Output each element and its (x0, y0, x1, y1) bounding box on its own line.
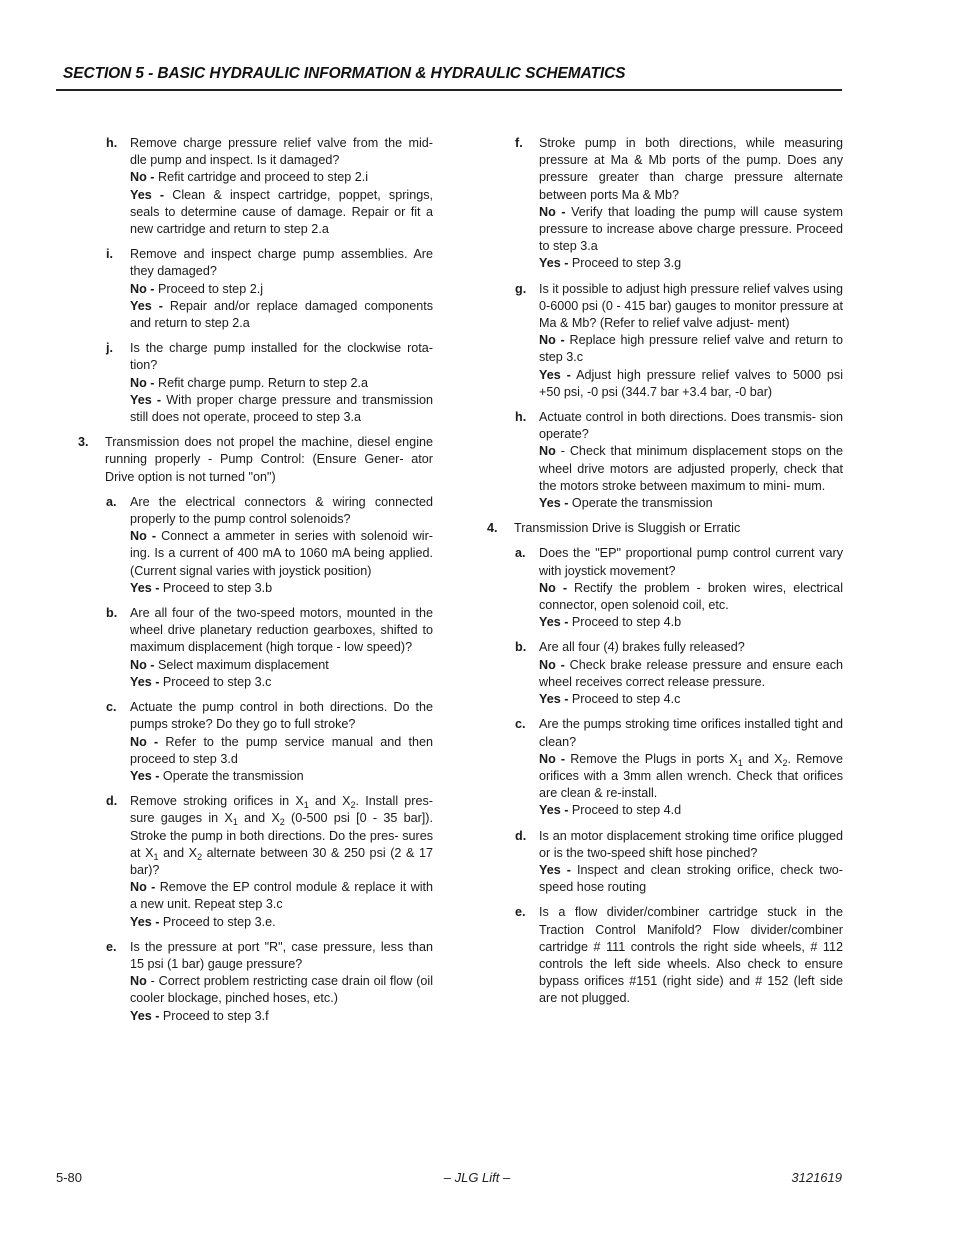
item-question: Remove and inspect charge pump assemblies. Are they damaged? (130, 247, 433, 279)
list-item (515, 281, 843, 401)
item-letter: d. (515, 828, 527, 843)
item-question: Remove charge pressure relief valve from the mid- dle pump and inspect. Is it damaged? (130, 136, 433, 168)
list-item (106, 939, 433, 1025)
item-letter: i. (106, 247, 113, 262)
item-question: Are all four of the two-speed motors, mounted in the wheel drive planetary reduction gearboxes, shifted to maximum displacement (high torque - low speed)? (130, 606, 433, 655)
item-letter: h. (106, 136, 118, 150)
step3-text: Transmission does not propel the machine, diesel engine running properly - Pump Control: (Ensure Gener- ator Drive option is not turned "on") (105, 435, 433, 484)
list-item (515, 135, 843, 273)
item-question: Actuate the pump control in both directions. Do the pumps stroke? Do they go to full stroke? (130, 700, 433, 732)
no-answer: No - Rectify the problem - broken wires, electrical connector, open solenoid coil, etc. (539, 580, 843, 613)
yes-answer: Yes - Operate the transmission (539, 496, 713, 511)
list-item (106, 699, 433, 785)
list-item (106, 793, 433, 931)
step4-list (487, 545, 843, 1007)
item-letter: b. (106, 606, 118, 621)
left-column (78, 135, 433, 1033)
yes-answer: Yes - Inspect and clean stroking orifice, check two- speed hose routing (539, 862, 843, 895)
item-letter: b. (515, 640, 527, 655)
yes-answer: Yes - Clean & inspect cartridge, poppet, springs, seals to determine cause of damage. Repair or fit a new cartridge and return to step 2.a (130, 187, 434, 237)
item-question: Does the "EP" proportional pump control current vary with joystick movement? (539, 546, 843, 578)
list-item (106, 605, 433, 691)
right-column (487, 135, 843, 1016)
footer-brand: – JLG Lift – (443, 1170, 511, 1185)
item-letter: j. (106, 341, 113, 356)
item-question: Is a flow divider/combiner cartridge stuck in the Traction Control Manifold? Flow divider/combiner cartridge # 111 controls the right side wheels, # 112 controls the left side wheels. Also check to ensure bypass orifices #151 (right side) and # 152 (left side are not plugged. (539, 905, 843, 1006)
no-answer: No - Refer to the pump service manual and then proceed to step 3.d (130, 734, 433, 766)
no-answer: No - Replace high pressure relief valve and return to step 3.c (539, 333, 843, 365)
step3-continued-list (487, 135, 843, 512)
no-answer: No - Refit charge pump. Return to step 2.a (130, 375, 368, 390)
item-question: Remove stroking orifices in $X_1$ and $X_2$. Install pres- sure gauges in $X_1$ and $X_2$ (0-500 psi [0 - 35 bar]). Stroke the pump in both directions. Do the pres- sures at $X_1$ and $X_2$ alternate between 30 & 250 psi (2 & 17 bar)? (130, 794, 433, 877)
yes-answer: Yes - Proceed to step 3.f (130, 1008, 269, 1023)
item-question: Are the electrical connectors & wiring connected properly to the pump control solenoids? (130, 494, 433, 527)
item-question: Is an motor displacement stroking time orifice plugged or is the two-speed shift hose pinched? (539, 828, 843, 860)
list-item (515, 904, 843, 1007)
no-answer: No - Check that minimum displacement stops on the wheel drive motors are adjusted properly, check that the motors stroke between maximum to mini- mum. (539, 444, 843, 493)
item-question: Is the pressure at port "R", case pressure, less than 15 psi (1 bar) gauge pressure? (130, 939, 433, 971)
item-letter: c. (106, 700, 117, 715)
yes-answer: Yes - Proceed to step 3.g (539, 256, 682, 271)
item-letter: c. (515, 717, 526, 732)
no-answer: No - Verify that loading the pump will cause system pressure to increase above charge pressure. Proceed to step 3.a (539, 204, 843, 254)
step3-item (78, 434, 433, 486)
step-number: 3. (78, 435, 89, 450)
item-letter: f. (515, 136, 523, 150)
step4-text: Transmission Drive is Sluggish or Erratic (514, 521, 741, 536)
list-item (106, 135, 433, 238)
step2-continued-list (78, 135, 433, 426)
item-letter: a. (515, 546, 526, 561)
yes-answer: Yes - Repair and/or replace damaged components and return to step 2.a (130, 298, 434, 331)
step3-list (78, 494, 433, 1025)
no-answer: No - Remove the EP control module & replace it with a new unit. Repeat step 3.c (130, 880, 434, 912)
yes-answer: Yes - Adjust high pressure relief valves to 5000 psi +50 psi, -0 psi (344.7 bar +3.4 bar, -0 bar) (539, 367, 844, 399)
item-letter: g. (515, 281, 527, 296)
yes-answer: Yes - Proceed to step 3.e. (130, 914, 276, 929)
yes-answer: Yes - Operate the transmission (130, 768, 304, 783)
page-number: 5-80 (56, 1170, 83, 1185)
list-item (515, 716, 843, 819)
item-question: Are all four (4) brakes fully released? (539, 640, 745, 655)
step-number: 4. (487, 521, 498, 536)
no-answer: No - Select maximum displacement (130, 657, 329, 672)
no-answer: No - Correct problem restricting case drain oil flow (oil cooler blockage, pinched hoses, etc.) (130, 974, 433, 1006)
yes-answer: Yes - Proceed to step 3.b (130, 580, 273, 595)
no-answer: No - Proceed to step 2.j (130, 281, 263, 296)
item-letter: a. (106, 494, 117, 509)
no-answer: No - Remove the Plugs in ports $X_1$ and $X_2$. Remove orifices with a 3mm allen wrench. Check that orifices are clean & re-install. (539, 751, 843, 801)
yes-answer: Yes - Proceed to step 4.d (539, 803, 682, 818)
item-letter: h. (515, 410, 527, 425)
item-letter: d. (106, 794, 118, 809)
item-question: Stroke pump in both directions, while measuring pressure at Ma & Mb ports of the pump. Does any pressure greater than charge pressure alternate between ports Ma & Mb? (539, 136, 843, 202)
yes-answer: Yes - Proceed to step 4.b (539, 615, 682, 630)
yes-answer: Yes - Proceed to step 3.c (130, 674, 272, 689)
list-item (515, 409, 843, 512)
item-question: Actuate control in both directions. Does transmis- sion operate? (539, 410, 843, 442)
item-question: Is it possible to adjust high pressure relief valves using 0-6000 psi (0 - 415 bar) gauges to monitor pressure at Ma & Mb? (Refer to relief valve adjust- ment) (539, 281, 843, 331)
document-number: 3121619 (791, 1170, 842, 1185)
list-item (106, 494, 433, 597)
item-question: Is the charge pump installed for the clockwise rota- tion? (130, 341, 433, 373)
step4-item (487, 520, 843, 537)
list-item (515, 828, 843, 897)
list-item (515, 545, 843, 631)
list-item (106, 246, 433, 332)
no-answer: No - Refit cartridge and proceed to step 2.i (130, 170, 369, 185)
yes-answer: Yes - Proceed to step 4.c (539, 692, 681, 707)
item-question: Are the pumps stroking time orifices installed tight and clean? (539, 717, 843, 749)
list-item (106, 340, 433, 426)
item-letter: e. (515, 905, 526, 920)
header-divider (56, 89, 842, 91)
yes-answer: Yes - With proper charge pressure and transmission still does not operate, proceed to step 3.a (130, 392, 433, 425)
no-answer: No - Check brake release pressure and ensure each wheel receives correct release pressure. (539, 657, 844, 689)
no-answer: No - Connect a ammeter in series with solenoid wir- ing. Is a current of 400 mA to 1060 mA being applied. (Current signal varies with joystick position) (130, 529, 433, 578)
item-letter: e. (106, 939, 117, 954)
section-title: SECTION 5 - BASIC HYDRAULIC INFORMATION & HYDRAULIC SCHEMATICS (63, 65, 626, 82)
list-item (515, 639, 843, 708)
